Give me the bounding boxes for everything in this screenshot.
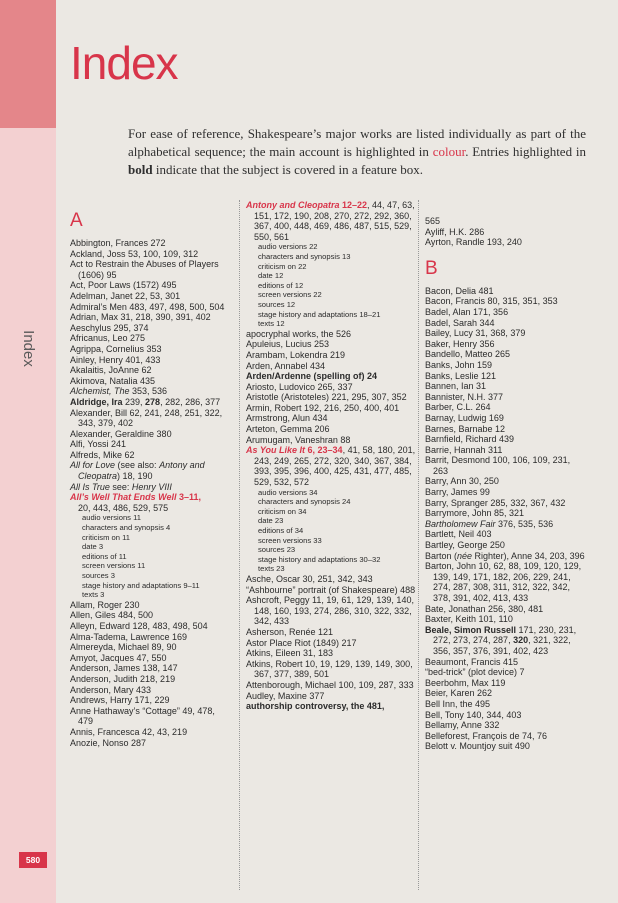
entry-group [425, 216, 585, 248]
index-entry: Atkins, Robert 10, 19, 129, 139, 149, 300, 367, 377, 389, 501 [246, 658, 413, 680]
index-entry: Beier, Karen 262 [425, 688, 493, 699]
play-entry-alls-well: All’s Well That Ends Well 3–11, 20, 443, 486, 529, 575 [70, 492, 202, 513]
entry-group [70, 238, 230, 386]
index-entry: Bannister, N.H. 377 [425, 391, 504, 402]
index-sub-entry: audio versions 11 [82, 513, 141, 523]
column-divider [418, 200, 419, 890]
index-entry: authorship controversy, the 481, [246, 701, 385, 712]
index-entry: “bed-trick” (plot device) 7 [425, 667, 525, 678]
index-entry: Alleyn, Edward 128, 483, 498, 504 [70, 620, 208, 631]
index-entry: Asche, Oscar 30, 251, 342, 343 [246, 573, 373, 584]
index-entry: Ariosto, Ludovico 265, 337 [246, 381, 353, 392]
index-sub-entry: sources 23 [258, 545, 296, 555]
index-entry: Ainley, Henry 401, 433 [70, 354, 161, 365]
index-entry: Amyot, Jacques 47, 550 [70, 652, 167, 663]
index-entry: Barnay, Ludwig 169 [425, 412, 504, 423]
entry-group [246, 382, 416, 446]
index-entry: Ackland, Joss 53, 100, 109, 312 [70, 248, 199, 259]
entry-group [425, 561, 585, 625]
index-entry: Bailey, Lucy 31, 368, 379 [425, 328, 526, 339]
index-sub-entry: date 23 [258, 516, 284, 526]
index-entry: Barrit, Desmond 100, 106, 109, 231, 263 [425, 455, 571, 476]
side-section-label: Index [19, 329, 37, 367]
index-column-2 [246, 200, 416, 712]
index-entry: Alexander, Geraldine 380 [70, 428, 172, 439]
index-sub-entry: editions of 11 [82, 551, 127, 561]
index-entry: Barry, James 99 [425, 487, 490, 498]
index-entry: Allen, Giles 484, 500 [70, 610, 154, 621]
index-entry: Agrippa, Cornelius 353 [70, 343, 162, 354]
index-entry: Act, Poor Laws (1572) 495 [70, 280, 177, 291]
index-sub-entry: stage history and adaptations 18–21 [258, 309, 381, 319]
index-entry: All Is True see: Henry VIII [70, 481, 172, 492]
index-entry: All for Love (see also: Antony and Cleopatra) 18, 190 [70, 460, 205, 482]
index-entry: Beerbohm, Max 119 [425, 677, 506, 688]
index-entry: Ashcroft, Peggy 11, 19, 61, 129, 139, 140, 148, 160, 193, 274, 286, 310, 322, 332, 342, 433 [246, 595, 414, 627]
index-entry: Badel, Alan 171, 356 [425, 306, 509, 317]
index-entry: Barton (née Righter), Anne 34, 203, 396 [425, 550, 585, 561]
index-entry: Abbington, Frances 272 [70, 238, 166, 248]
index-entry: “Ashbourne” portrait (of Shakespeare) 488 [246, 584, 416, 595]
index-sub-entry: stage history and adaptations 30–32 [258, 554, 381, 564]
entry-group [70, 408, 230, 461]
index-entry: Barry, Spranger 285, 332, 367, 432 [425, 497, 566, 508]
index-entry: Annis, Francesca 42, 43, 219 [70, 726, 188, 737]
index-entry: Baxter, Keith 101, 110 [425, 614, 513, 625]
index-entry: Adelman, Janet 22, 53, 301 [70, 290, 181, 301]
index-entry: Bartlett, Neil 403 [425, 529, 492, 540]
index-sub-entry: screen versions 11 [82, 561, 146, 571]
index-entry: Banks, Leslie 121 [425, 370, 497, 381]
index-entry: Alexander, Bill 62, 241, 248, 251, 322, 343, 379, 402 [70, 407, 223, 429]
index-sub-entry: characters and synopsis 4 [82, 523, 171, 533]
index-entry: Alma-Tadema, Lawrence 169 [70, 631, 188, 642]
index-entry: Arumugam, Vaneshran 88 [246, 434, 351, 445]
index-entry: Bate, Jonathan 256, 380, 481 [425, 603, 544, 614]
index-entry: Bartholomew Fair 376, 535, 536 [425, 518, 554, 529]
index-entry: Beaumont, Francis 415 [425, 656, 519, 667]
entry-group [425, 657, 585, 752]
index-sub-entry: editions of 12 [258, 280, 304, 290]
index-entry: Anderson, James 138, 147 [70, 663, 178, 674]
letter-heading-b: B [425, 257, 438, 279]
entry-group [246, 574, 416, 701]
index-entry: Bell Inn, the 495 [425, 698, 491, 709]
index-entry: Aldridge, Ira 239, 278, 282, 286, 377 [70, 396, 221, 407]
index-entry: 565 [425, 216, 441, 226]
index-sub-entry: texts 23 [258, 564, 285, 574]
index-entry: Astor Place Riot (1849) 217 [246, 637, 357, 648]
index-entry: Alfi, Yossi 241 [70, 439, 127, 450]
index-entry: Bartley, George 250 [425, 540, 505, 551]
index-entry: Anderson, Judith 218, 219 [70, 673, 176, 684]
index-entry: Arambam, Lokendra 219 [246, 349, 346, 360]
index-entry: Ayrton, Randle 193, 240 [425, 237, 522, 248]
index-entry: Bacon, Delia 481 [425, 285, 494, 296]
index-sub-entry: criticism on 34 [258, 506, 307, 516]
side-band-accent [0, 0, 56, 128]
index-entry: Audley, Maxine 377 [246, 690, 325, 701]
index-entry: Belott v. Mountjoy suit 490 [425, 741, 530, 752]
index-entry: Barber, C.L. 264 [425, 402, 491, 413]
index-entry: Adrian, Max 31, 218, 390, 391, 402 [70, 312, 211, 323]
index-entry: Armstrong, Alun 434 [246, 413, 328, 424]
index-entry: Barnes, Barnabe 12 [425, 423, 506, 434]
index-entry: Baker, Henry 356 [425, 338, 495, 349]
column-divider [239, 200, 240, 890]
index-entry: Asherson, Renée 121 [246, 626, 334, 637]
sub-entry-group [70, 513, 230, 599]
index-entry: Aeschylus 295, 374 [70, 322, 149, 333]
index-entry: Alfreds, Mike 62 [70, 449, 135, 460]
index-entry: Almereyda, Michael 89, 90 [70, 642, 177, 653]
index-sub-entry: date 3 [82, 542, 104, 552]
index-sub-entry: screen versions 33 [258, 535, 322, 545]
letter-heading-a: A [70, 210, 83, 231]
index-sub-entry: screen versions 22 [258, 290, 322, 300]
index-entry: Bandello, Matteo 265 [425, 349, 511, 360]
colour-word: colour [432, 144, 466, 159]
page-title: Index [70, 37, 178, 89]
index-entry: Anderson, Mary 433 [70, 684, 152, 695]
index-entry: Barnfield, Richard 439 [425, 434, 515, 445]
index-sub-entry: date 12 [258, 271, 284, 281]
index-sub-entry: characters and synopsis 24 [258, 497, 351, 507]
index-entry: Barrie, Hannah 311 [425, 444, 503, 455]
index-entry: Badel, Sarah 344 [425, 317, 495, 328]
entry-group [246, 329, 416, 371]
entry-group [425, 286, 585, 519]
index-sub-entry: stage history and adaptations 9–11 [82, 580, 200, 590]
index-entry: Act to Restrain the Abuses of Players (1606) 95 [70, 259, 219, 280]
index-entry: Andrews, Harry 171, 229 [70, 695, 170, 706]
index-entry: Arteton, Gemma 206 [246, 424, 330, 435]
index-entry: apocryphal works, the 526 [246, 328, 352, 339]
index-sub-entry: criticism on 22 [258, 261, 307, 271]
index-entry: Allam, Roger 230 [70, 599, 140, 610]
index-entry: Banks, John 159 [425, 359, 493, 370]
index-entry: Aristotle (Aristoteles) 221, 295, 307, 352 [246, 392, 407, 403]
index-sub-entry: audio versions 22 [258, 242, 318, 252]
index-entry: Bacon, Francis 80, 315, 351, 353 [425, 296, 558, 307]
bold-word: bold [128, 162, 153, 177]
index-sub-entry: texts 3 [82, 590, 105, 600]
index-entry: Africanus, Leo 275 [70, 333, 146, 344]
index-entry: Akimova, Natalia 435 [70, 375, 156, 386]
index-entry: Barton, John 10, 62, 88, 109, 120, 129, 139, 149, 171, 182, 206, 229, 241, 274, 287, 308, 311, 312, 322, 342, 378, 391, 402, 413, 433 [425, 561, 582, 603]
index-entry: Anne Hathaway’s “Cottage” 49, 478, 479 [70, 705, 215, 727]
index-entry: Atkins, Eileen 31, 183 [246, 648, 334, 659]
index-entry: Apuleius, Lucius 253 [246, 339, 330, 350]
index-entry: Akalaitis, JoAnne 62 [70, 365, 152, 376]
index-entry: Bannen, Ian 31 [425, 381, 487, 392]
index-entry: Ayliff, H.K. 286 [425, 226, 485, 237]
play-entry-as-you-like-it: As You Like It 6, 23–34, 41, 58, 180, 201, 243, 249, 265, 272, 320, 340, 367, 384, 393, 395, 396, 400, 425, 431, 477, 485, 529, 532, 572 [246, 445, 416, 488]
index-entry: Anozie, Nonso 287 [70, 737, 147, 748]
entry-group [425, 529, 585, 550]
index-entry: Arden, Annabel 434 [246, 360, 326, 371]
index-entry: Barrymore, John 85, 321 [425, 508, 525, 519]
index-sub-entry: sources 3 [82, 571, 115, 580]
index-sub-entry: sources 12 [258, 299, 296, 309]
index-sub-entry: editions of 34 [258, 526, 304, 535]
intro-paragraph: For ease of reference, Shakespeare’s major works are listed individually as part of the alphabetical sequence; the main account is highlighted in colour. Entries highlighted in bold indicate that the subject is covered in a feature box. [128, 126, 586, 177]
index-entry: Arden/Ardenne (spelling of) 24 [246, 371, 378, 382]
index-sub-entry: characters and synopsis 13 [258, 251, 351, 261]
index-entry: Bellamy, Anne 332 [425, 720, 500, 731]
index-sub-entry: criticism on 11 [82, 532, 130, 542]
index-entry: Alchemist, The 353, 536 [70, 386, 168, 397]
sub-entry-group [246, 242, 416, 328]
play-entry-antony: Antony and Cleopatra 12–22, 44, 47, 63, 151, 172, 190, 208, 270, 272, 292, 360, 367, 400, 448, 469, 486, 487, 515, 529, 550, 561 [246, 200, 415, 242]
index-sub-entry: audio versions 34 [258, 487, 318, 497]
side-band [0, 0, 56, 903]
index-column-1 [70, 204, 230, 748]
sub-entry-group [246, 488, 416, 574]
index-entry: Beale, Simon Russell 171, 230, 231, 272, 273, 274, 287, 320, 321, 322, 356, 357, 376, 391, 402, 423 [425, 624, 577, 656]
entry-group [70, 600, 230, 748]
index-entry: Attenborough, Michael 100, 109, 287, 333 [246, 679, 414, 690]
index-entry: Barry, Ann 30, 250 [425, 476, 499, 487]
index-entry: Armin, Robert 192, 216, 250, 400, 401 [246, 402, 400, 413]
index-entry: Bell, Tony 140, 344, 403 [425, 709, 522, 720]
index-column-3 [425, 216, 585, 752]
index-entry: Admiral’s Men 483, 497, 498, 500, 504 [70, 301, 225, 312]
index-entry: Belleforest, François de 74, 76 [425, 730, 548, 741]
page-number: 580 [19, 852, 47, 868]
index-sub-entry: texts 12 [258, 319, 285, 329]
